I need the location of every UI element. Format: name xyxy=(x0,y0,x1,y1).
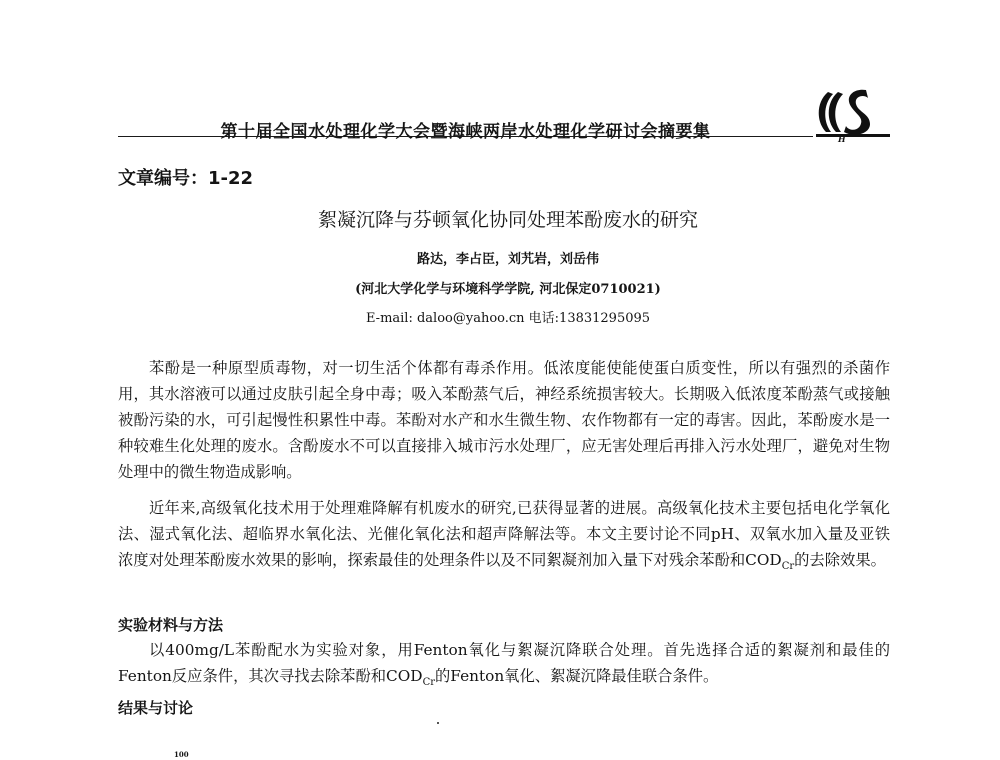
header-rule xyxy=(118,136,813,137)
paragraph-text: 近年来,高级氧化技术用于处理难降解有机废水的研究,已获得显著的进展。高级氧化技术主要包括电化学氧化法、湿式氧化法、超临界水氧化法、光催化氧化法和超声降解法等。本文主要讨论不同pH、双氧水加入量及亚铁浓度对处理苯酚废水效果的影响，探索最佳的处理条件以及不同絮凝剂加入量下对残余苯酚和COD xyxy=(118,499,890,569)
section-heading-methods: 实验材料与方法 xyxy=(118,616,224,634)
subscript-cr: Cr xyxy=(781,561,795,573)
scan-speck xyxy=(437,722,439,724)
affiliation: (河北大学化学与环境科学学院, 河北保定0710021) xyxy=(355,282,661,297)
paragraph-tail: 的去除效果。 xyxy=(794,551,886,569)
paragraph-tail: 的Fenton氧化、絮凝沉降最佳联合条件。 xyxy=(435,667,719,685)
conference-logo-icon xyxy=(814,86,892,148)
subscript-cr: Cr xyxy=(422,677,435,689)
paragraph-intro: 苯酚是一种原型质毒物，对一切生活个体都有毒杀作用。低浓度能使能使蛋白质变性，所以有强烈的杀菌作用，其水溶液可以通过皮肤引起全身中毒；吸入苯酚蒸气后，神经系统损害较大。长期吸入低浓度苯酚蒸气或接触被酚污染的水，可引起慢性积累性中毒。苯酚对水产和水生微生物、农作物都有一定的毒害。因此，苯酚废水是一种较难生化处理的废水。含酚废水不可以直接排入城市污水处理厂，应无害处理后再排入污水处理厂，避免对生物处理中的微生物造成影响。 xyxy=(118,359,890,481)
page-number: 100 xyxy=(174,750,189,759)
author-list: 路达，李占臣，刘艽岩，刘岳伟 xyxy=(416,252,599,267)
paper-title: 絮凝沉降与芬顿氧化协同处理苯酚废水的研究 xyxy=(317,209,698,231)
logo-caption: H xyxy=(838,134,847,144)
paragraph-text: 以400mg/L苯酚配水为实验对象，用Fenton氧化与絮凝沉降联合处理。首先选择合适的絮凝剂和最佳的Fenton反应条件，其次寻找去除苯酚和COD xyxy=(118,641,890,685)
paragraph-methods xyxy=(118,637,890,696)
contact-info: E-mail: daloo@yahoo.cn 电话:13831295095 xyxy=(365,311,651,326)
paragraph-advanced-oxidation xyxy=(118,495,890,580)
conference-header: 第十届全国水处理化学大会暨海峡两岸水处理化学研讨会摘要集 xyxy=(220,122,711,142)
article-number: 文章编号：1-22 xyxy=(118,168,254,189)
section-heading-results: 结果与讨论 xyxy=(118,699,194,717)
